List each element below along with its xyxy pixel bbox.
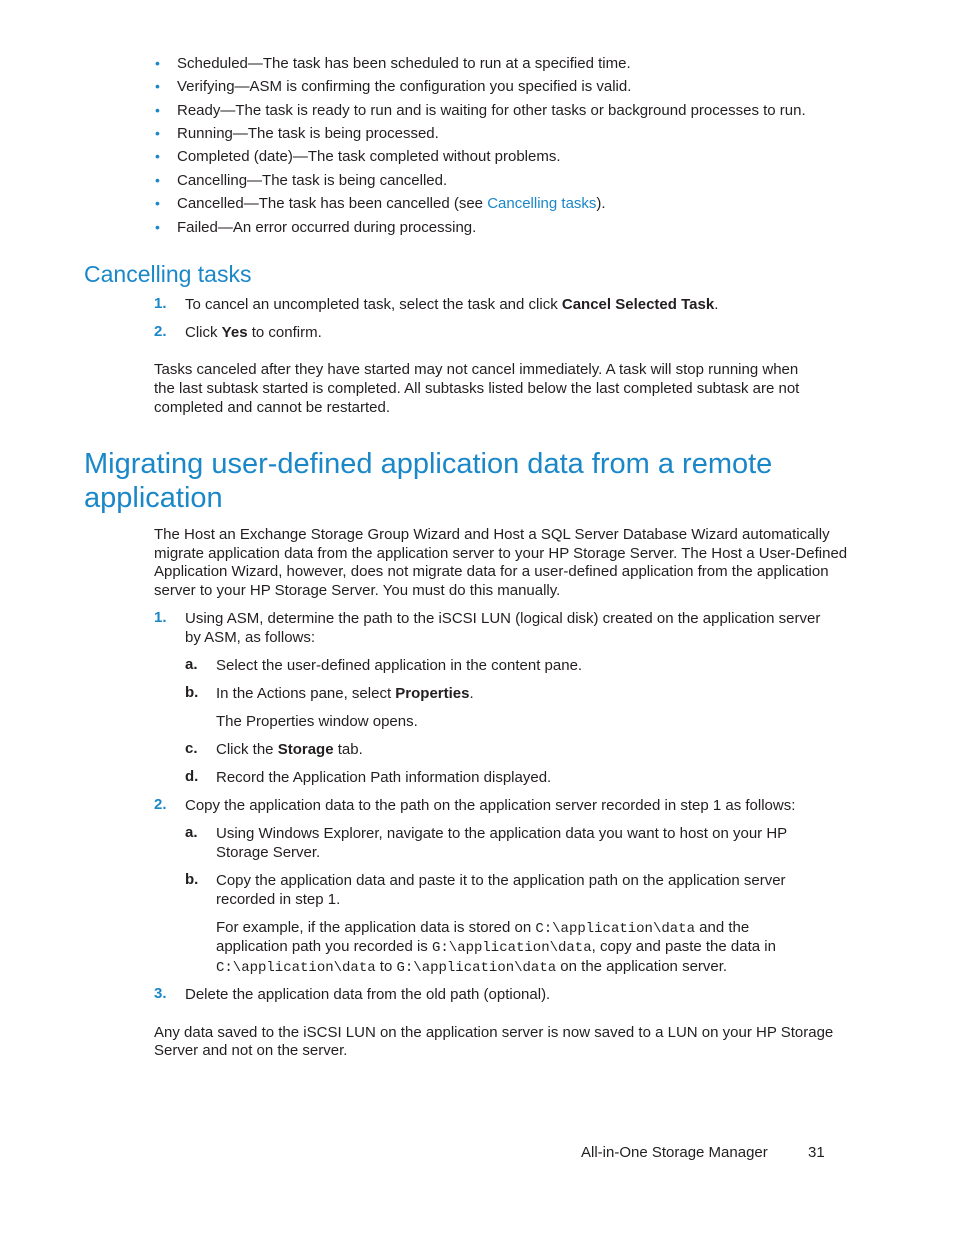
step-number: 1. (154, 609, 167, 626)
migrate-step-1-line: by ASM, as follows: (185, 629, 316, 646)
substep-letter: d. (185, 768, 199, 785)
cancel-step-1 (185, 295, 718, 314)
substep-1b (216, 684, 474, 703)
migrating-heading-line: application (84, 482, 223, 514)
example-line (216, 918, 749, 939)
cancel-note-line: completed and cannot be restarted. (154, 399, 390, 416)
step-text: and the (694, 919, 750, 936)
bullet-icon: • (155, 78, 160, 94)
bullet-icon: • (155, 172, 160, 188)
substep-letter: c. (185, 740, 198, 757)
page-number: 31 (808, 1144, 825, 1161)
closing-line: Any data saved to the iSCSI LUN on the application server is now saved to a LUN on your HP Storage (154, 1024, 834, 1041)
substep-1d: Record the Application Path information displayed. (216, 769, 552, 786)
step-text: For example, if the application data is stored on (216, 919, 536, 936)
substep-2a-line: Storage Server. (216, 844, 321, 861)
path-code: C:\application\data (535, 921, 695, 937)
step-text: . (714, 296, 719, 313)
step-text: to (375, 958, 397, 975)
bullet-icon: • (155, 148, 160, 164)
list-item (177, 194, 606, 213)
substep-2b-line: Copy the application data and paste it to the application path on the application server (216, 872, 786, 889)
cancel-step-2 (185, 323, 322, 342)
intro-line: server to your HP Storage Server. You must do this manually. (154, 582, 561, 599)
list-item: Failed—An error occurred during processing. (177, 219, 477, 236)
intro-line: The Host an Exchange Storage Group Wizard and Host a SQL Server Database Wizard automatically (154, 526, 830, 543)
step-text: To cancel an uncompleted task, select the task and click (185, 296, 562, 313)
ui-label: Storage (277, 741, 334, 758)
substep-2a-line: Using Windows Explorer, navigate to the application data you want to host on your HP (216, 825, 788, 842)
list-item-text: ). (596, 195, 606, 212)
list-item: Scheduled—The task has been scheduled to run at a specified time. (177, 55, 631, 72)
migrate-step-1-line: Using ASM, determine the path to the iSCSI LUN (logical disk) created on the application server (185, 610, 821, 627)
list-item: Ready—The task is ready to run and is waiting for other tasks or background processes to run. (177, 102, 806, 119)
path-code: C:\application\data (216, 960, 376, 976)
intro-line: Application Wizard, however, does not migrate data for a user-defined application from the application (154, 563, 829, 580)
cancelling-tasks-heading: Cancelling tasks (84, 261, 252, 287)
step-number: 2. (154, 323, 167, 340)
migrating-heading-line: Migrating user-defined application data from a remote (84, 448, 773, 480)
bullet-icon: • (155, 102, 160, 118)
substep-letter: b. (185, 871, 199, 888)
substep-1b-note: The Properties window opens. (216, 713, 418, 730)
bullet-icon: • (155, 125, 160, 141)
path-code: G:\application\data (431, 940, 592, 956)
step-text: tab. (333, 741, 363, 758)
example-line (216, 937, 776, 958)
step-text: to confirm. (247, 324, 322, 341)
bullet-icon: • (155, 55, 160, 71)
substep-letter: b. (185, 684, 199, 701)
ui-label: Cancel Selected Task (561, 296, 715, 313)
substep-1a: Select the user-defined application in the content pane. (216, 657, 583, 674)
step-text: on the application server. (556, 958, 728, 975)
step-number: 2. (154, 796, 167, 813)
step-text: , copy and paste the data in (591, 938, 776, 955)
ui-label: Yes (221, 324, 248, 341)
step-number: 3. (154, 985, 167, 1002)
substep-letter: a. (185, 824, 198, 841)
step-number: 1. (154, 295, 167, 312)
cancel-note-line: Tasks canceled after they have started may not cancel immediately. A task will stop running when (154, 361, 799, 378)
list-item-text: Cancelled—The task has been cancelled (see (177, 195, 488, 212)
list-item: Cancelling—The task is being cancelled. (177, 172, 448, 189)
intro-line: migrate application data from the application server to your HP Storage Server. The Host a User-Defined (154, 545, 848, 562)
bullet-icon: • (155, 195, 160, 211)
cancelling-tasks-link[interactable]: Cancelling tasks (487, 195, 597, 212)
step-text: application path you recorded is (216, 938, 432, 955)
step-text: Click (185, 324, 222, 341)
closing-line: Server and not on the server. (154, 1042, 348, 1059)
list-item: Verifying—ASM is confirming the configuration you specified is valid. (177, 78, 632, 95)
step-text: In the Actions pane, select (216, 685, 396, 702)
bullet-icon: • (155, 219, 160, 235)
ui-label: Properties (395, 685, 470, 702)
footer-title: All-in-One Storage Manager (581, 1144, 768, 1161)
example-line (216, 957, 727, 978)
substep-2b-line: recorded in step 1. (216, 891, 341, 908)
substep-letter: a. (185, 656, 198, 673)
list-item: Completed (date)—The task completed without problems. (177, 148, 561, 165)
cancel-note-line: the last subtask started is completed. All subtasks listed below the last completed subtask are not (154, 380, 800, 397)
substep-1c (216, 740, 363, 759)
list-item: Running—The task is being processed. (177, 125, 439, 142)
step-text: . (469, 685, 474, 702)
path-code: G:\application\data (396, 960, 557, 976)
migrate-step-3: Delete the application data from the old path (optional). (185, 986, 551, 1003)
step-text: Click the (216, 741, 278, 758)
migrate-step-2: Copy the application data to the path on the application server recorded in step 1 as follows: (185, 797, 796, 814)
